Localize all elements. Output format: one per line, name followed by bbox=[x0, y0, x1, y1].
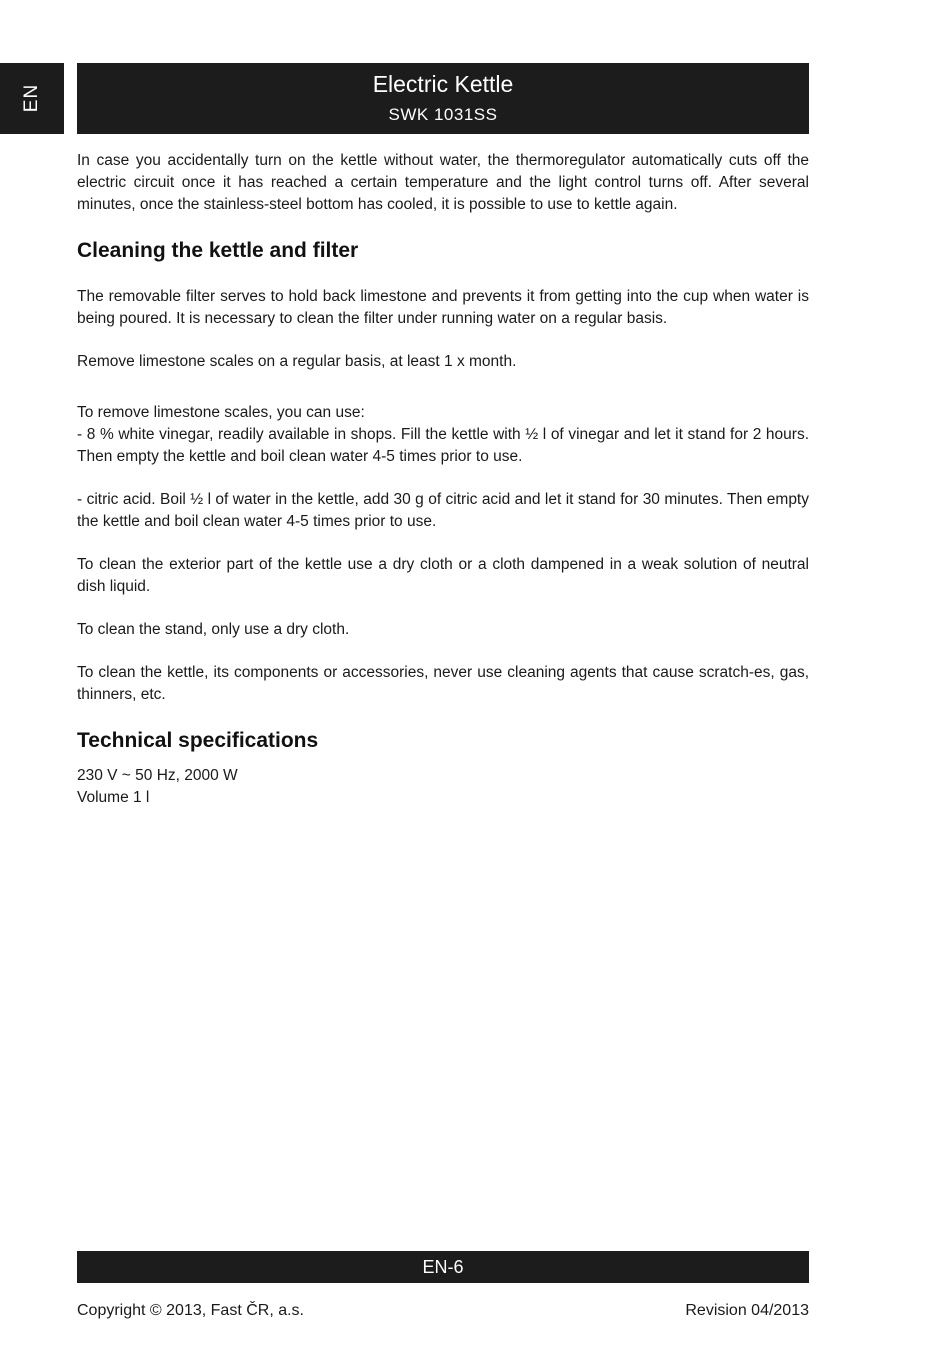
copyright-text: Copyright © 2013, Fast ČR, a.s. bbox=[77, 1302, 304, 1319]
citric-acid-paragraph: - citric acid. Boil ½ l of water in the kettle, add 30 g of citric acid and let it stand for 30 minutes. Then empty the kettle and boil clean water 4-5 times prior to use. bbox=[77, 491, 809, 530]
limestone-intro-line: To remove limestone scales, you can use: bbox=[77, 404, 365, 421]
page-number-bar bbox=[77, 1251, 809, 1283]
page-number: EN-6 bbox=[422, 1257, 464, 1277]
language-label: EN bbox=[21, 83, 42, 113]
exterior-cleaning-paragraph: To clean the exterior part of the kettle use a dry cloth or a cloth dampened in a weak solution of neutral dish liquid. bbox=[77, 556, 809, 595]
model-number: SWK 1031SS bbox=[388, 105, 498, 124]
specs-heading: Technical specifications bbox=[77, 729, 319, 752]
vinegar-paragraph: - 8 % white vinegar, readily available in shops. Fill the kettle with ½ l of vinegar and let it stand for 2 hours. Then empty the kettle and boil clean water 4-5 times prior to use. bbox=[77, 426, 809, 465]
limestone-frequency-paragraph: Remove limestone scales on a regular basis, at least 1 x month. bbox=[77, 353, 517, 370]
page-content bbox=[77, 150, 809, 809]
header-bar bbox=[77, 63, 809, 134]
spec-power: 230 V ~ 50 Hz, 2000 W bbox=[77, 767, 238, 784]
cleaning-heading: Cleaning the kettle and filter bbox=[77, 239, 359, 262]
document-title: Electric Kettle bbox=[372, 71, 514, 97]
revision-text: Revision 04/2013 bbox=[685, 1302, 809, 1319]
filter-paragraph: The removable filter serves to hold back limestone and prevents it from getting into the cup when water is being poured. It is necessary to clean the filter under running water on a regular basis. bbox=[77, 288, 809, 327]
language-tab bbox=[0, 63, 64, 134]
cleaning-agents-warning: To clean the kettle, its components or accessories, never use cleaning agents that cause scratch-es, gas, thinners, etc. bbox=[77, 664, 809, 703]
stand-cleaning-paragraph: To clean the stand, only use a dry cloth. bbox=[77, 621, 350, 638]
spec-volume: Volume 1 l bbox=[77, 789, 150, 806]
intro-paragraph: In case you accidentally turn on the kettle without water, the thermoregulator automatically cuts off the electric circuit once it has reached a certain temperature and the light control turns off. After several minutes, once the stainless-steel bottom has cooled, it is possible to use to kettle again. bbox=[77, 152, 809, 213]
